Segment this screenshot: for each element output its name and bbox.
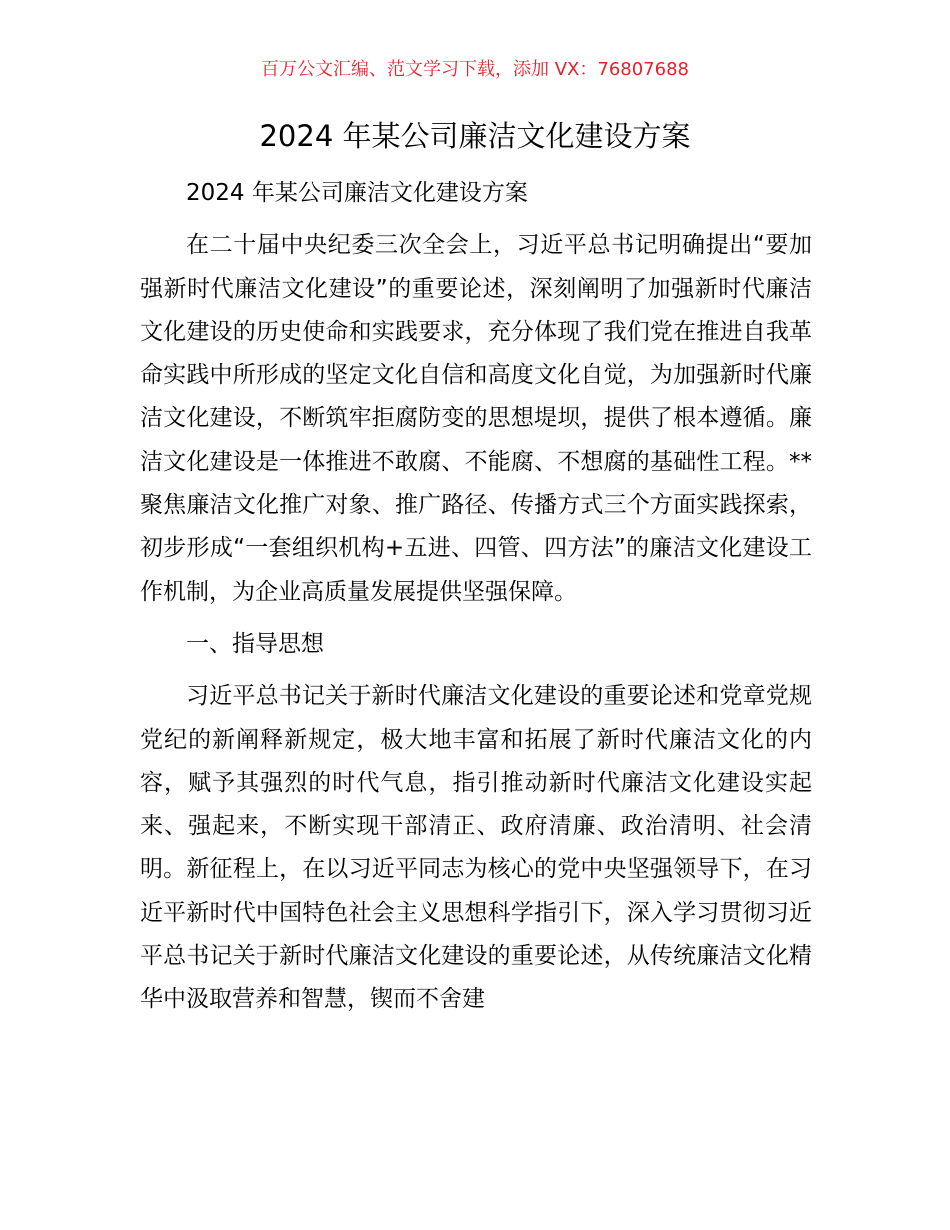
document-subtitle: 2024 年某公司廉洁文化建设方案	[186, 180, 528, 206]
section-paragraph: 习近平总书记关于新时代廉洁文化建设的重要论述和党章党规党纪的新阐释新规定，极大地丰富和拓展了新时代廉洁文化的内容，赋予其强烈的时代气息，指引推动新时代廉洁文化建设实起来、强起来，不断实现干部清正、政府清廉、政治清明、社会清明。新征程上，在以习近平同志为核心的党中央坚强领导下，在习近平新时代中国特色社会主义思想科学指引下，深入学习贯彻习近平总书记关于新时代廉洁文化建设的重要论述，从传统廉洁文化精华中汲取营养和智慧，锲而不舍建	[140, 683, 812, 1013]
intro-paragraph: 在二十届中央纪委三次全会上，习近平总书记明确提出“要加强新时代廉洁文化建设”的重要论述，深刻阐明了加强新时代廉洁文化建设的历史使命和实践要求，充分体现了我们党在推进自我革命实践中所形成的坚定文化自信和高度文化自觉，为加强新时代廉洁文化建设，不断筑牢拒腐防变的思想堤坝，提供了根本遵循。廉洁文化建设是一体推进不敢腐、不能腐、不想腐的基础性工程。**聚焦廉洁文化推广对象、推广路径、传播方式三个方面实践探索，初步形成“一套组织机构+五进、四管、四方法”的廉洁文化建设工作机制，为企业高质量发展提供坚强保障。	[140, 232, 812, 605]
document-title: 2024 年某公司廉洁文化建设方案	[259, 119, 691, 153]
section-heading: 一、指导思想	[186, 630, 324, 657]
header-banner: 百万公文汇编、范文学习下载，添加 VX：76807688	[261, 59, 689, 80]
document-body	[140, 172, 812, 1022]
